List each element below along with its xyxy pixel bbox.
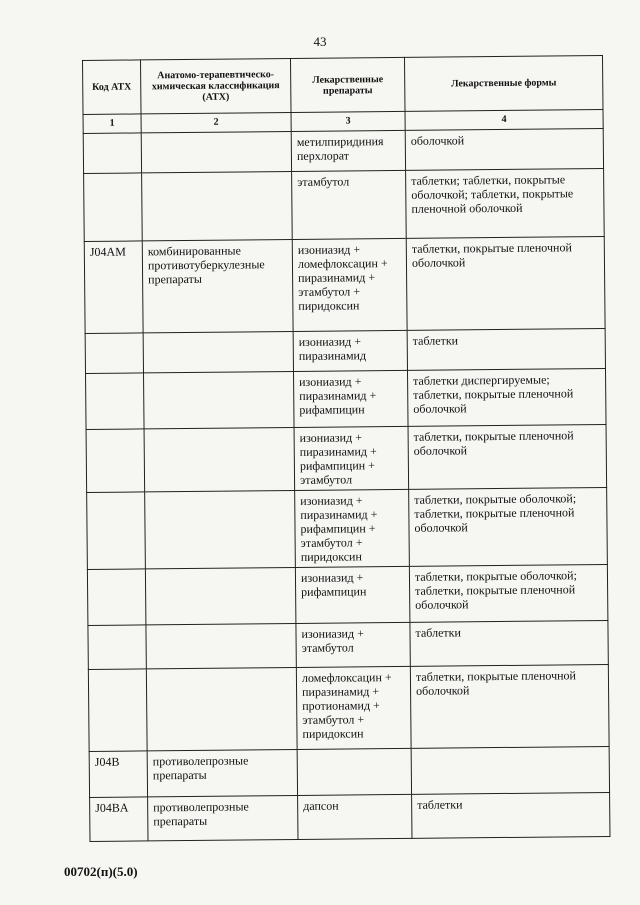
column-number: 1 (83, 114, 141, 134)
table-header-row (83, 56, 603, 115)
header-drugs: Лекарственные препараты (290, 57, 405, 112)
classification-cell: комбинированные противотуберкулезные препараты (142, 239, 293, 332)
atc-code-cell (84, 173, 143, 242)
dosage-form-cell: таблетки, покрытые оболочкой; таблетки, покрытые пленочной оболочкой (409, 487, 608, 566)
table-row (88, 664, 609, 751)
atc-code-cell (87, 569, 146, 626)
atc-code-cell (86, 429, 145, 493)
table-row (85, 328, 605, 373)
page-number: 43 (313, 34, 327, 49)
dosage-form-cell: таблетки диспергируемые; таблетки, покрытые пленочной оболочкой (407, 368, 606, 426)
table-row (88, 620, 608, 669)
drug-cell: ломефлоксацин + пиразинамид + протионамид + этамбутол + пиридоксин (296, 666, 411, 749)
table-row (86, 424, 607, 492)
atc-code-cell (86, 373, 145, 430)
drug-cell (297, 748, 411, 795)
header-atc-classification: Анатомо-терапевтическо-химическая классификация (АТХ) (141, 58, 292, 113)
drug-cell: изониазид + пиразинамид (293, 330, 407, 371)
dosage-form-cell: таблетки, покрытые оболочкой; таблетки, покрытые пленочной оболочкой (409, 564, 608, 622)
table-row (83, 129, 603, 174)
document-code: 00702(п)(5.0) (64, 864, 138, 879)
dosage-form-cell: таблетки; таблетки, покрытые оболочкой; таблетки, покрытые пленочной оболочкой (406, 168, 605, 238)
classification-cell (142, 171, 293, 240)
dosage-form-cell: таблетки (412, 792, 610, 838)
classification-cell (144, 371, 295, 428)
drug-cell: изониазид + ломефлоксацин + пиразинамид + этамбутол + пиридоксин (292, 238, 407, 331)
dosage-form-cell: таблетки (410, 620, 608, 666)
drug-cell: изониазид + пиразинамид + рифампицин + этамбутол (294, 426, 409, 490)
classification-cell: противолепрозные препараты (147, 749, 297, 796)
drug-cell: метилпиридиния перхлорат (291, 130, 405, 171)
dosage-form-cell: таблетки, покрытые пленочной оболочкой (408, 424, 607, 489)
atc-code-cell: J04B (89, 751, 147, 798)
atc-code-cell (83, 133, 141, 174)
classification-cell (145, 490, 296, 568)
table-row (89, 746, 609, 797)
table-row (84, 168, 605, 241)
table-row (90, 792, 610, 841)
atc-code-cell: J04BA (90, 797, 148, 842)
dosage-form-cell: таблетки, покрытые пленочной оболочкой (410, 664, 609, 748)
table-row (87, 487, 608, 569)
header-atc-code: Код АТХ (83, 60, 142, 115)
drug-cell: изониазид + этамбутол (296, 622, 410, 667)
classification-cell (146, 623, 296, 668)
classification-cell (141, 131, 291, 172)
drug-cell: изониазид + рифампицин (295, 566, 410, 623)
table-row (84, 236, 605, 333)
column-number: 2 (141, 112, 291, 132)
table-row (87, 564, 608, 625)
drug-cell: дапсон (298, 794, 412, 839)
classification-cell (143, 331, 293, 372)
atc-code-cell (88, 669, 147, 752)
atc-code-cell (88, 625, 146, 670)
classification-cell (145, 567, 296, 624)
column-number: 3 (291, 111, 405, 131)
classification-cell (144, 427, 295, 491)
drug-cell: этамбутол (292, 170, 407, 239)
dosage-form-cell: оболочкой (405, 129, 603, 171)
drug-cell: изониазид + пиразинамид + рифампицин (293, 370, 408, 427)
dosage-form-cell: таблетки (407, 328, 605, 370)
atc-drug-table (82, 55, 610, 842)
header-dosage-forms: Лекарственные формы (404, 56, 603, 112)
dosage-form-cell (411, 746, 609, 794)
dosage-form-cell: таблетки, покрытые пленочной оболочкой (406, 236, 605, 330)
atc-code-cell (85, 333, 143, 374)
drug-cell: изониазид + пиразинамид + рифампицин + этамбутол + пиридоксин (295, 489, 410, 567)
atc-code-cell: J04AM (84, 241, 143, 334)
atc-code-cell (87, 492, 146, 570)
column-number: 4 (405, 110, 603, 131)
classification-cell (146, 667, 297, 750)
classification-cell: противолепрозные препараты (148, 795, 298, 840)
table-row (86, 368, 607, 429)
